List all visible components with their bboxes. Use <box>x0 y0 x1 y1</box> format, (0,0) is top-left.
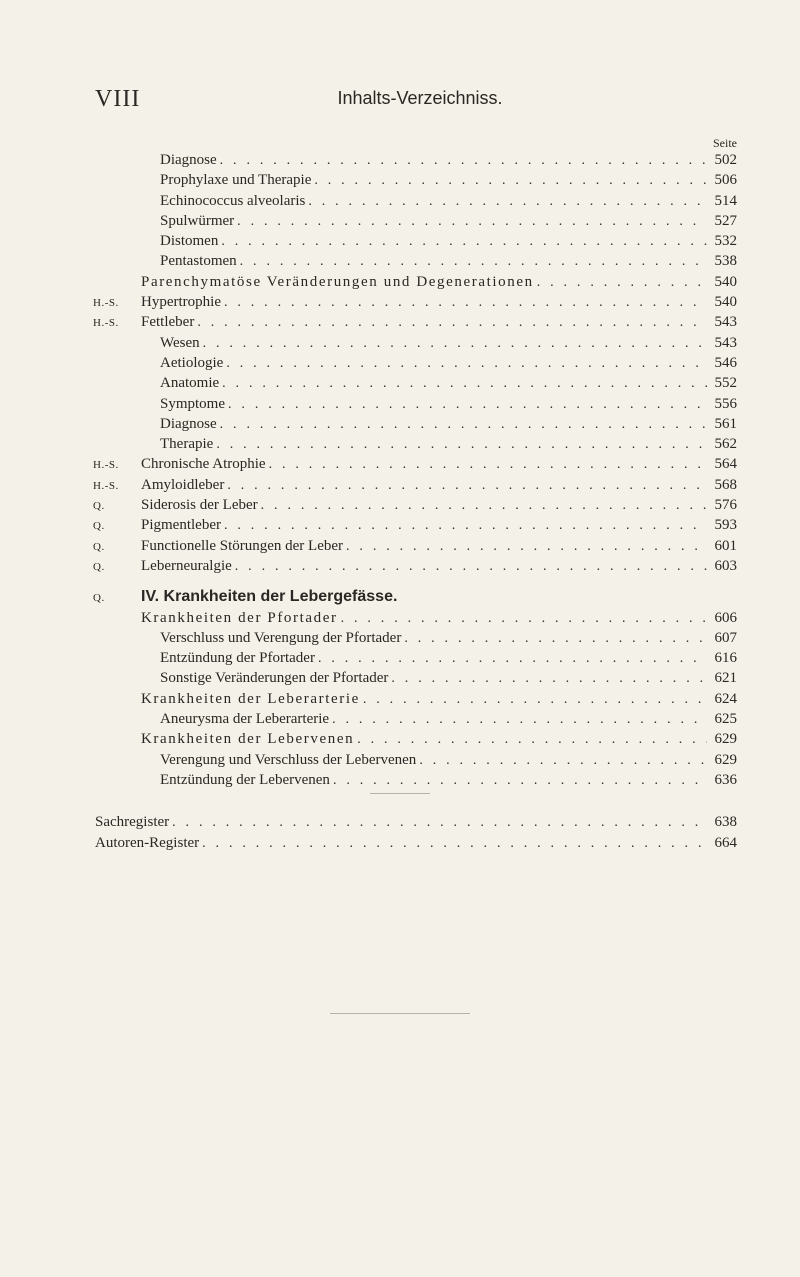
toc-entry-title: Verschluss und Verengung der Pfortader <box>160 629 402 646</box>
toc-entry-page: 540 <box>714 273 737 290</box>
toc-entry-title: Functionelle Störungen der Leber <box>141 537 344 554</box>
toc-entry <box>0 292 800 312</box>
toc-entry-page: 576 <box>714 497 737 514</box>
toc-entry-title: Chronische Atrophie <box>141 456 266 473</box>
toc-entry <box>0 587 800 607</box>
toc-entry-page: 568 <box>714 476 737 493</box>
toc-entry-title: Autoren-Register <box>95 834 200 851</box>
table-of-contents <box>0 150 800 853</box>
leader-dots <box>226 354 707 374</box>
toc-entry-line <box>160 373 737 394</box>
author-marker: H.-S. <box>93 317 119 330</box>
toc-entry <box>0 251 800 271</box>
toc-entry-line <box>141 608 737 629</box>
leader-dots <box>222 374 707 394</box>
toc-entry-title: Distomen <box>160 233 219 250</box>
toc-entry-title: Aneurysma der Leberarterie <box>160 711 330 728</box>
leader-dots <box>318 649 707 669</box>
leader-dots <box>224 516 707 536</box>
toc-entry <box>0 333 800 353</box>
leader-dots <box>172 813 707 833</box>
toc-entry <box>0 475 800 495</box>
leader-dots <box>346 537 707 557</box>
toc-entry-page: 564 <box>714 456 737 473</box>
toc-entry-title: Parenchymatöse Veränderungen und Degenerationen <box>141 273 534 290</box>
leader-dots <box>224 293 707 313</box>
toc-entry <box>0 495 800 515</box>
toc-entry-page: 514 <box>714 192 737 209</box>
toc-entry-title: Amyloidleber <box>141 476 225 493</box>
toc-entry <box>0 150 800 170</box>
toc-entry-line <box>160 231 737 252</box>
spacer <box>0 576 800 587</box>
toc-entry-page: 616 <box>714 650 737 667</box>
toc-entry-line <box>160 353 737 374</box>
toc-entry-title: Krankheiten der Leberarterie <box>141 690 360 707</box>
leader-dots <box>391 669 707 689</box>
toc-entry-title: Spulwürmer <box>160 212 235 229</box>
leader-dots <box>404 629 707 649</box>
leader-dots <box>308 192 707 212</box>
toc-entry-title: IV. Krankheiten der Lebergefässe. <box>141 588 398 606</box>
toc-entry-title: Sachregister <box>95 814 170 831</box>
toc-entry <box>0 373 800 393</box>
toc-entry-page: 552 <box>714 375 737 392</box>
toc-entry <box>0 170 800 190</box>
toc-entry-title: Wesen <box>160 334 200 351</box>
toc-entry-line <box>160 150 737 171</box>
toc-entry-line <box>160 709 737 730</box>
toc-entry-title: Diagnose <box>160 415 217 432</box>
toc-entry-line <box>160 628 737 649</box>
leader-dots <box>240 252 707 272</box>
toc-entry-page: 607 <box>714 629 737 646</box>
toc-entry-page: 502 <box>714 152 737 168</box>
toc-entry-line <box>160 251 737 272</box>
toc-entry <box>0 231 800 251</box>
toc-entry-page: 624 <box>714 690 737 707</box>
toc-entry-page: 556 <box>714 395 737 412</box>
divider <box>370 793 430 794</box>
toc-entry-title: Entzündung der Pfortader <box>160 650 315 667</box>
toc-entry-line <box>95 812 737 833</box>
toc-entry <box>0 648 800 668</box>
toc-entry-title: Therapie <box>160 436 214 453</box>
page-number: VIII <box>95 86 141 112</box>
toc-entry-line <box>141 515 737 536</box>
author-marker: H.-S. <box>93 297 119 310</box>
toc-entry-page: 629 <box>714 751 737 768</box>
toc-entry-line <box>141 587 737 607</box>
toc-entry <box>0 833 800 853</box>
toc-entry <box>0 608 800 628</box>
toc-entry-line <box>141 312 737 333</box>
author-marker: Q. <box>93 500 105 513</box>
toc-entry-page: 562 <box>714 436 737 453</box>
toc-entry <box>0 729 800 749</box>
leader-dots <box>314 171 707 191</box>
toc-entry <box>0 434 800 454</box>
toc-entry-title: Echinococcus alveolaris <box>160 192 306 209</box>
leader-dots <box>203 334 707 354</box>
toc-entry-line <box>160 170 737 191</box>
author-marker: Q. <box>93 540 105 553</box>
toc-entry-title: Hypertrophie <box>141 294 221 311</box>
leader-dots <box>197 313 707 333</box>
toc-entry-title: Prophylaxe und Therapie <box>160 172 312 189</box>
leader-dots <box>332 710 707 730</box>
author-marker: Q. <box>93 560 105 573</box>
author-marker: Q. <box>93 520 105 533</box>
toc-entry-line <box>141 495 737 516</box>
toc-entry-line <box>141 689 737 710</box>
toc-entry-title: Diagnose <box>160 152 217 168</box>
toc-entry-line <box>160 750 737 771</box>
toc-entry <box>0 812 800 832</box>
author-marker: Q. <box>93 592 105 605</box>
toc-entry <box>0 709 800 729</box>
toc-entry-page: 603 <box>714 557 737 574</box>
leader-dots <box>419 751 707 771</box>
toc-entry-title: Krankheiten der Pfortader <box>141 609 338 626</box>
toc-entry-title: Pigmentleber <box>141 517 221 534</box>
leader-dots <box>227 476 707 496</box>
leader-dots <box>220 151 707 171</box>
leader-dots <box>220 415 707 435</box>
leader-dots <box>333 771 707 791</box>
toc-entry <box>0 628 800 648</box>
toc-entry-title: Entzündung der Lebervenen <box>160 771 330 788</box>
toc-entry-line <box>160 648 737 669</box>
leader-dots <box>228 395 707 415</box>
leader-dots <box>216 435 707 455</box>
leader-dots <box>221 232 707 252</box>
leader-dots <box>363 690 707 710</box>
toc-entry-line <box>160 394 737 415</box>
leader-dots <box>237 212 707 232</box>
toc-entry-page: 506 <box>714 172 737 189</box>
author-marker: H.-S. <box>93 459 119 472</box>
toc-entry-line <box>141 475 737 496</box>
seite-label: Seite <box>713 136 737 150</box>
toc-entry-title: Anatomie <box>160 375 220 392</box>
toc-entry-page: 593 <box>714 517 737 534</box>
toc-entry-page: 561 <box>714 415 737 432</box>
toc-entry-page: 625 <box>714 711 737 728</box>
toc-entry-title: Sonstige Veränderungen der Pfortader <box>160 670 389 687</box>
toc-entry-page: 638 <box>714 814 737 831</box>
toc-entry <box>0 394 800 414</box>
toc-entry <box>0 668 800 688</box>
toc-entry-line <box>95 833 737 854</box>
toc-entry-line <box>160 668 737 689</box>
toc-entry-page: 532 <box>714 233 737 250</box>
toc-entry-page: 543 <box>714 334 737 351</box>
toc-entry <box>0 414 800 434</box>
toc-entry-page: 621 <box>714 670 737 687</box>
toc-entry <box>0 556 800 576</box>
toc-entry <box>0 750 800 770</box>
toc-entry-title: Krankheiten der Lebervenen <box>141 731 355 748</box>
leader-dots <box>261 496 707 516</box>
toc-entry-line <box>160 414 737 435</box>
toc-entry-title: Leberneuralgie <box>141 557 232 574</box>
toc-entry <box>0 770 800 790</box>
leader-dots <box>341 609 707 629</box>
toc-entry-page: 601 <box>714 537 737 554</box>
toc-entry-line <box>141 729 737 750</box>
toc-entry <box>0 191 800 211</box>
toc-entry-title: Fettleber <box>141 314 195 331</box>
toc-entry-line <box>141 272 737 293</box>
toc-entry <box>0 689 800 709</box>
toc-entry-line <box>160 211 737 232</box>
toc-entry-title: Aetiologie <box>160 354 224 371</box>
toc-entry-page: 636 <box>714 771 737 788</box>
toc-entry <box>0 515 800 535</box>
toc-entry <box>0 353 800 373</box>
leader-dots <box>202 834 707 854</box>
toc-entry-page: 546 <box>714 354 737 371</box>
toc-entry-line <box>141 454 737 475</box>
leader-dots <box>357 730 707 750</box>
toc-entry-page: 538 <box>714 253 737 270</box>
toc-entry-line <box>141 536 737 557</box>
toc-entry-line <box>160 770 737 791</box>
toc-entry-page: 629 <box>714 731 737 748</box>
toc-entry-line <box>160 191 737 212</box>
page-header <box>0 86 800 116</box>
toc-entry-line <box>160 434 737 455</box>
author-marker: H.-S. <box>93 479 119 492</box>
toc-entry-line <box>160 333 737 354</box>
leader-dots <box>235 557 707 577</box>
toc-entry-line <box>141 292 737 313</box>
toc-entry <box>0 211 800 231</box>
toc-entry-title: Symptome <box>160 395 226 412</box>
toc-entry <box>0 312 800 332</box>
toc-entry-page: 527 <box>714 212 737 229</box>
toc-entry-page: 540 <box>714 294 737 311</box>
leader-dots <box>269 455 707 475</box>
toc-entry <box>0 272 800 292</box>
toc-entry <box>0 454 800 474</box>
divider <box>330 1013 470 1014</box>
toc-entry-title: Pentastomen <box>160 253 237 270</box>
toc-entry-page: 664 <box>714 834 737 851</box>
toc-entry-page: 606 <box>714 609 737 626</box>
leader-dots <box>537 273 707 293</box>
running-title: Inhalts-Verzeichniss. <box>337 88 503 108</box>
toc-entry-page: 543 <box>714 314 737 331</box>
toc-entry-title: Verengung und Verschluss der Lebervenen <box>160 751 417 768</box>
toc-entry-title: Siderosis der Leber <box>141 497 258 514</box>
toc-entry <box>0 536 800 556</box>
toc-entry-line <box>141 556 737 577</box>
